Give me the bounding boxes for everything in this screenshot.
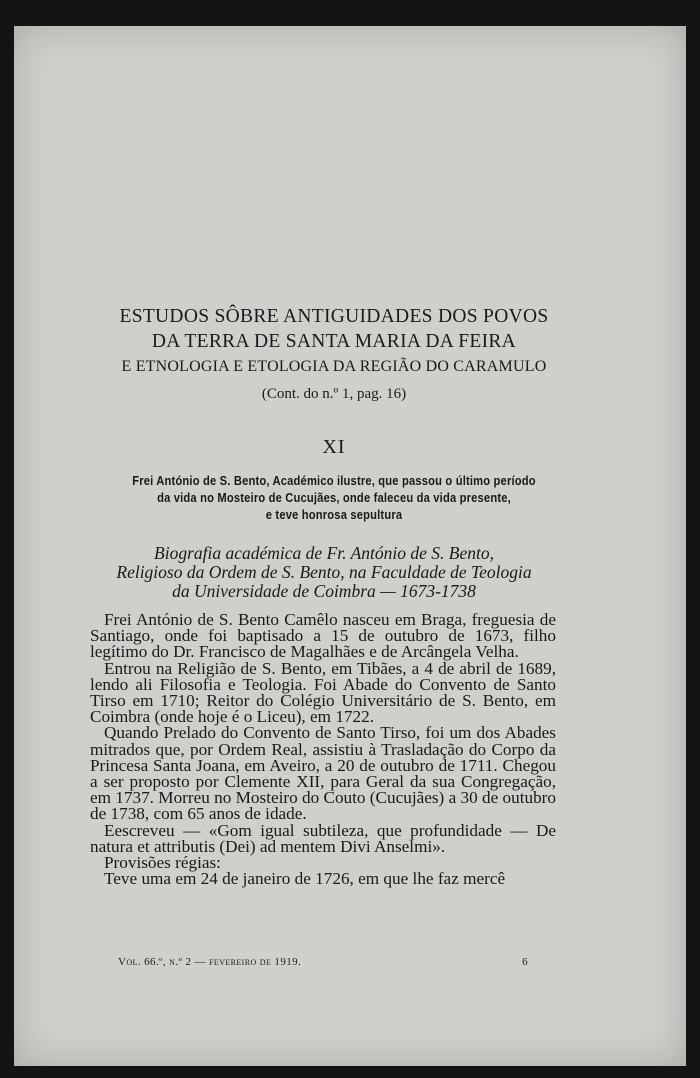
section-number: XI bbox=[322, 436, 346, 458]
subtitle-line-1: Frei António de S. Bento, Académico ilustre, que passou o último período bbox=[132, 473, 536, 488]
page-number: 6 bbox=[522, 956, 528, 968]
body-text bbox=[90, 612, 556, 887]
subtitle-line-3: e teve honrosa sepultura bbox=[265, 507, 403, 522]
paragraph: Provisões régias: bbox=[104, 853, 221, 873]
paragraph: Teve uma em 24 de janeiro de 1726, em que lhe faz mercê bbox=[104, 869, 506, 889]
title-line-3: E ETNOLOGIA E ETOLOGIA DA REGIÃO DO CARAMULO bbox=[121, 358, 547, 375]
section-subtitle bbox=[110, 472, 557, 523]
paragraph: Frei António de S. Bento Camêlo nasceu em Braga, freguesia de Santiago, onde foi baptisado a 15 de outubro de 1673, filho legítimo do Dr. Francisco de Magalhães e de Arcângela Velha. bbox=[90, 610, 556, 662]
paragraph: Eescreveu — «Gom igual subtileza, que profundidade — De natura et attributis (Dei) ad mentem Divi Anselmi». bbox=[90, 820, 556, 856]
biography-line-3: da Universidade de Coimbra — 1673-1738 bbox=[172, 581, 476, 601]
continuation-note: (Cont. do n.º 1, pag. 16) bbox=[261, 386, 407, 402]
biography-line-2: Religioso da Ordem de S. Bento, na Faculdade de Teologia bbox=[116, 562, 532, 582]
subtitle-line-2: da vida no Mosteiro de Cucujães, onde faleceu da vida presente, bbox=[157, 490, 511, 505]
page-footer bbox=[118, 956, 528, 968]
paragraph: Quando Prelado do Convento de Santo Tirso, foi um dos Abades mitrados que, por Ordem Real, assistiu à Trasladação do Corpo da Princesa Santa Joana, em Aveiro, a 20 de outubro de 1711. Chegou a ser proposto por Clemente XII, para Geral da sua Congregação, em 1737. Morreu no Mosteiro do Couto (Cucujães) a 30 de outubro de 1738, com 65 anos de idade. bbox=[90, 723, 556, 824]
title-line-1: ESTUDOS SÔBRE ANTIGUIDADES DOS POVOS bbox=[119, 306, 549, 327]
volume-info: Vol. 66.º, n.º 2 — fevereiro de 1919. bbox=[118, 956, 302, 968]
article-title bbox=[54, 304, 614, 379]
biography-heading bbox=[74, 544, 574, 601]
title-line-2: DA TERRA DE SANTA MARIA DA FEIRA bbox=[151, 331, 517, 352]
paragraph: Entrou na Religião de S. Bento, em Tibães, a 4 de abril de 1689, lendo ali Filosofia e Teologia. Foi Abade do Convento de Santo Tirso em 1710; Reitor do Colégio Universitário de S. Bento, em Coimbra (onde hoje é o Liceu), em 1722. bbox=[90, 658, 556, 727]
biography-line-1: Biografia académica de Fr. António de S. Bento, bbox=[154, 543, 494, 563]
document-page bbox=[14, 26, 686, 1066]
